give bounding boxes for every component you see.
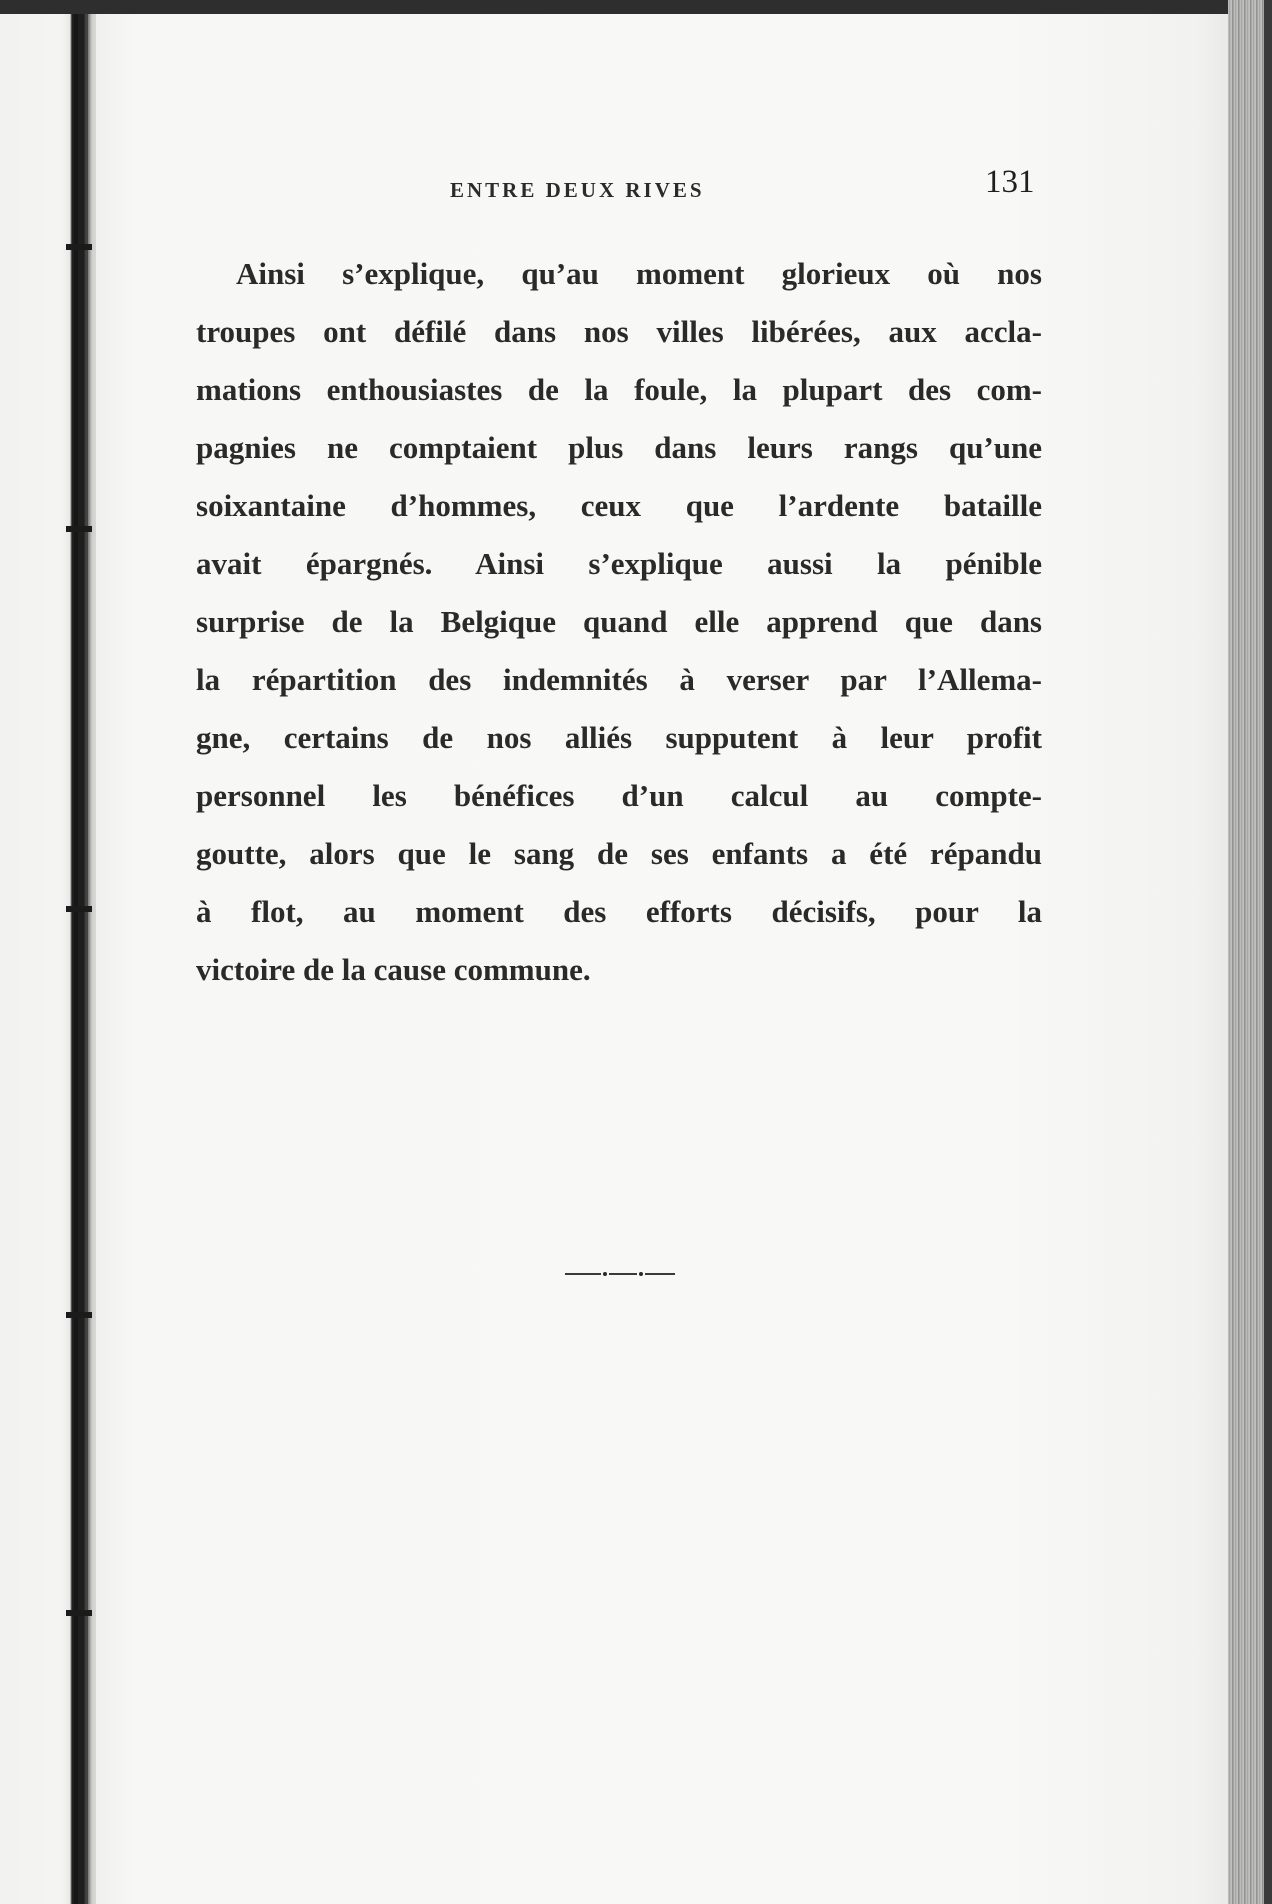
ornament-dash: [609, 1273, 637, 1275]
ornament-dot: [603, 1272, 607, 1276]
paragraph: [196, 245, 1042, 999]
binding-notch: [66, 1312, 92, 1318]
binding-notch: [66, 244, 92, 250]
scan-frame-top: [0, 0, 1272, 14]
binding-notch: [66, 526, 92, 532]
page-number: 131: [985, 164, 1035, 200]
ornament-dot: [639, 1272, 643, 1276]
text-line: personnel les bénéfices d’un calcul au compte-: [196, 778, 1042, 813]
text-line: surprise de la Belgique quand elle apprend que dans: [196, 604, 1042, 639]
text-line: la répartition des indemnités à verser par l’Allema-: [196, 662, 1042, 697]
binding-notch: [66, 906, 92, 912]
text-line: Ainsi s’explique, qu’au moment glorieux où nos: [236, 256, 1042, 291]
text-line: troupes ont défilé dans nos villes libérées, aux accla-: [196, 314, 1042, 349]
binding-edge-line: [74, 14, 78, 1904]
text-line: mations enthousiastes de la foule, la plupart des com-: [196, 372, 1042, 407]
ornament-dash: [565, 1273, 601, 1275]
binding-edge-shadow: [86, 14, 88, 1904]
text-line: à flot, au moment des efforts décisifs, pour la: [196, 894, 1042, 929]
text-line: victoire de la cause commune.: [196, 952, 591, 987]
binding-notch: [66, 1610, 92, 1616]
text-line: goutte, alors que le sang de ses enfants a été répandu: [196, 836, 1042, 871]
text-line: pagnies ne comptaient plus dans leurs rangs qu’une: [196, 430, 1042, 465]
ornament-dash: [645, 1273, 675, 1275]
text-line: gne, certains de nos alliés supputent à leur profit: [196, 720, 1042, 755]
text-line: soixantaine d’hommes, ceux que l’ardente bataille: [196, 488, 1042, 523]
scan-frame-right: [1264, 0, 1272, 1904]
text-line: avait épargnés. Ainsi s’explique aussi la pénible: [196, 546, 1042, 581]
tail-piece-ornament: [565, 1272, 675, 1276]
running-title: ENTRE DEUX RIVES: [450, 178, 705, 202]
